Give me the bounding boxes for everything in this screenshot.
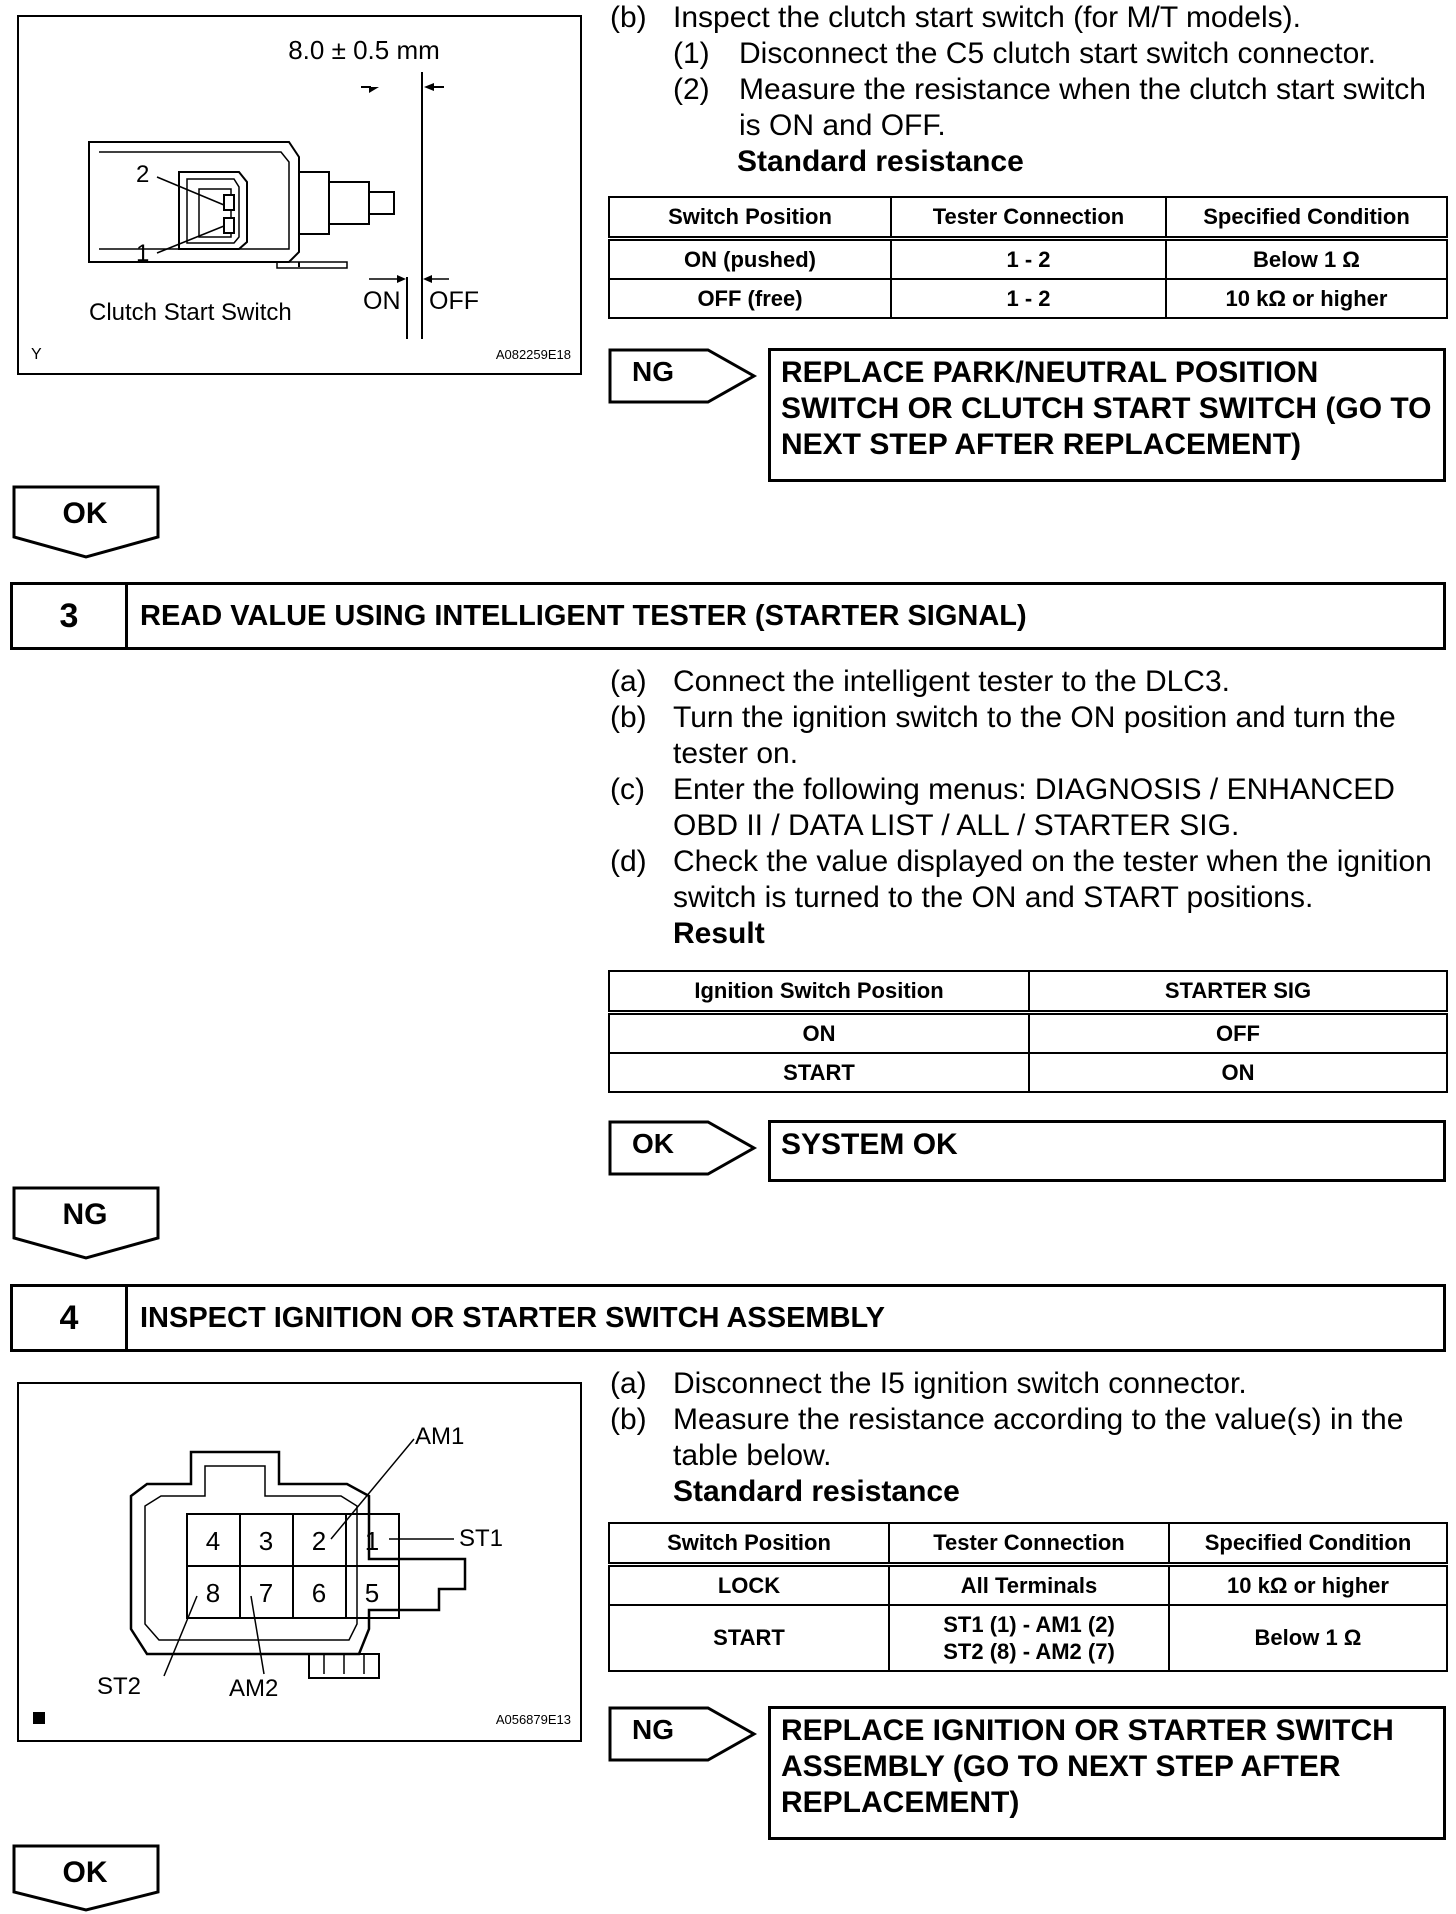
table-header: Switch Position [609, 197, 891, 239]
step4-instructions [610, 1366, 1450, 1510]
substep-label: (2) [673, 73, 710, 106]
ok-arrow-tag [608, 1120, 758, 1176]
step-number: 4 [13, 1287, 128, 1349]
figure-corner-mark: Y [31, 346, 42, 363]
step3-instructions [610, 664, 1450, 952]
ok-tag-label: OK [632, 1128, 674, 1159]
step-a [610, 664, 1450, 700]
table-cell: START [609, 1053, 1029, 1092]
result-heading: Result [673, 917, 765, 950]
ok-flow-tag [12, 485, 162, 559]
table-cell: Below 1 Ω [1169, 1605, 1447, 1671]
step-b [610, 0, 1450, 36]
clutch-switch-figure [17, 15, 582, 375]
am2-label: AM2 [229, 1675, 279, 1702]
step-title: INSPECT IGNITION OR STARTER SWITCH ASSEMBLY [140, 1301, 885, 1334]
table-header: Switch Position [609, 1523, 889, 1565]
table-row [609, 1053, 1447, 1092]
standard-resistance-heading: Standard resistance [673, 1475, 960, 1508]
step-text: Turn the ignition switch to the ON position and turn the tester on. [673, 701, 1396, 770]
ng-result-box: REPLACE IGNITION OR STARTER SWITCH ASSEMBLY (GO TO NEXT STEP AFTER REPLACEMENT) [768, 1706, 1446, 1840]
pin-6-label: 6 [311, 1578, 327, 1608]
ng-flow-tag [12, 1186, 162, 1260]
table-header: Ignition Switch Position [609, 971, 1029, 1013]
table-cell: OFF (free) [609, 279, 891, 318]
step-label: (b) [610, 1, 647, 34]
ng-flow-label: NG [62, 1198, 108, 1231]
step2-instructions [610, 0, 1450, 180]
ng-tag-label: NG [632, 1714, 674, 1745]
ignition-switch-resistance-table [608, 1522, 1448, 1672]
step-text: Check the value displayed on the tester when the ignition switch is turned to the ON and START positions. [673, 845, 1432, 914]
connection-line: ST2 (8) - AM2 (7) [943, 1639, 1115, 1664]
step-text: Inspect the clutch start switch (for M/T models). [673, 1, 1301, 34]
table-row [609, 1605, 1447, 1671]
substep-label: (1) [673, 37, 710, 70]
step-label: (a) [610, 665, 647, 698]
substep-text: Measure the resistance when the clutch start switch is ON and OFF. [739, 73, 1426, 142]
step-b [610, 700, 1450, 772]
pin-5-label: 5 [364, 1578, 380, 1608]
step-label: (d) [610, 845, 647, 878]
pin-1-label: 1 [136, 240, 150, 267]
step-label: (a) [610, 1367, 647, 1400]
step-label: (b) [610, 701, 647, 734]
table-cell: ON (pushed) [609, 239, 891, 280]
pin-4-label: 4 [205, 1526, 221, 1556]
table-header: Tester Connection [889, 1523, 1169, 1565]
table-cell: Below 1 Ω [1166, 239, 1447, 280]
step-c [610, 772, 1450, 844]
figure-id: A082259E18 [495, 347, 571, 362]
pin-1-label: 1 [364, 1526, 380, 1556]
st2-label: ST2 [97, 1673, 142, 1700]
dimension-label: 8.0 ± 0.5 mm [288, 35, 440, 65]
table-header: Tester Connection [891, 197, 1166, 239]
table-header: Specified Condition [1169, 1523, 1447, 1565]
am1-label: AM1 [415, 1423, 465, 1450]
pin-7-label: 7 [258, 1578, 274, 1608]
step-text: Disconnect the I5 ignition switch connector. [673, 1367, 1247, 1400]
clutch-switch-caption: Clutch Start Switch [89, 299, 292, 326]
ok-flow-label: OK [62, 497, 108, 530]
step-a [610, 1366, 1450, 1402]
table-cell: 10 kΩ or higher [1166, 279, 1447, 318]
ok-result-box: SYSTEM OK [768, 1120, 1446, 1182]
figure-id: A056879E13 [495, 1712, 571, 1727]
on-label: ON [363, 287, 401, 315]
standard-resistance-heading: Standard resistance [737, 145, 1024, 178]
ng-arrow-tag [608, 348, 758, 404]
step-d [610, 844, 1450, 916]
clutch-switch-resistance-table [608, 196, 1448, 319]
step-label: (c) [610, 773, 645, 806]
off-label: OFF [429, 287, 479, 315]
table-header: Specified Condition [1166, 197, 1447, 239]
substep-text: Disconnect the C5 clutch start switch connector. [739, 37, 1376, 70]
substep-2 [610, 72, 1450, 144]
table-cell: ON [1029, 1053, 1447, 1092]
table-cell: 10 kΩ or higher [1169, 1565, 1447, 1606]
table-cell: 1 - 2 [891, 279, 1166, 318]
step-3-header [10, 582, 1446, 650]
table-cell: 1 - 2 [891, 239, 1166, 280]
table-header: STARTER SIG [1029, 971, 1447, 1013]
step-4-header [10, 1284, 1446, 1352]
pin-3-label: 3 [258, 1526, 274, 1556]
ng-result-box: REPLACE PARK/NEUTRAL POSITION SWITCH OR CLUTCH START SWITCH (GO TO NEXT STEP AFTER REPLACEMENT) [768, 348, 1446, 482]
table-cell: ON [609, 1013, 1029, 1054]
table-row [609, 1013, 1447, 1054]
table-row [609, 239, 1447, 280]
pin-8-label: 8 [205, 1578, 221, 1608]
ng-arrow-tag [608, 1706, 758, 1762]
table-cell [889, 1605, 1169, 1671]
step-text: Measure the resistance according to the value(s) in the table below. [673, 1403, 1404, 1472]
table-row [609, 1565, 1447, 1606]
ng-tag-label: NG [632, 356, 674, 387]
table-cell: All Terminals [889, 1565, 1169, 1606]
pin-2-label: 2 [136, 161, 150, 188]
st1-label: ST1 [459, 1525, 504, 1552]
table-cell: OFF [1029, 1013, 1447, 1054]
step-text: Enter the following menus: DIAGNOSIS / ENHANCED OBD II / DATA LIST / ALL / STARTER SIG. [673, 773, 1395, 842]
ok-flow-tag [12, 1844, 162, 1912]
ok-flow-label: OK [62, 1856, 108, 1889]
table-row [609, 279, 1447, 318]
table-cell: LOCK [609, 1565, 889, 1606]
front-view-icon [33, 1712, 45, 1724]
step-title: READ VALUE USING INTELLIGENT TESTER (STARTER SIGNAL) [140, 599, 1027, 632]
step-number: 3 [13, 585, 128, 647]
ignition-connector-figure [17, 1382, 582, 1742]
table-cell: START [609, 1605, 889, 1671]
step-b [610, 1402, 1450, 1474]
starter-signal-table [608, 970, 1448, 1093]
substep-1 [610, 36, 1450, 72]
step-label: (b) [610, 1403, 647, 1436]
connection-line: ST1 (1) - AM1 (2) [943, 1612, 1115, 1637]
step-text: Connect the intelligent tester to the DLC3. [673, 665, 1230, 698]
pin-2-label: 2 [311, 1526, 327, 1556]
